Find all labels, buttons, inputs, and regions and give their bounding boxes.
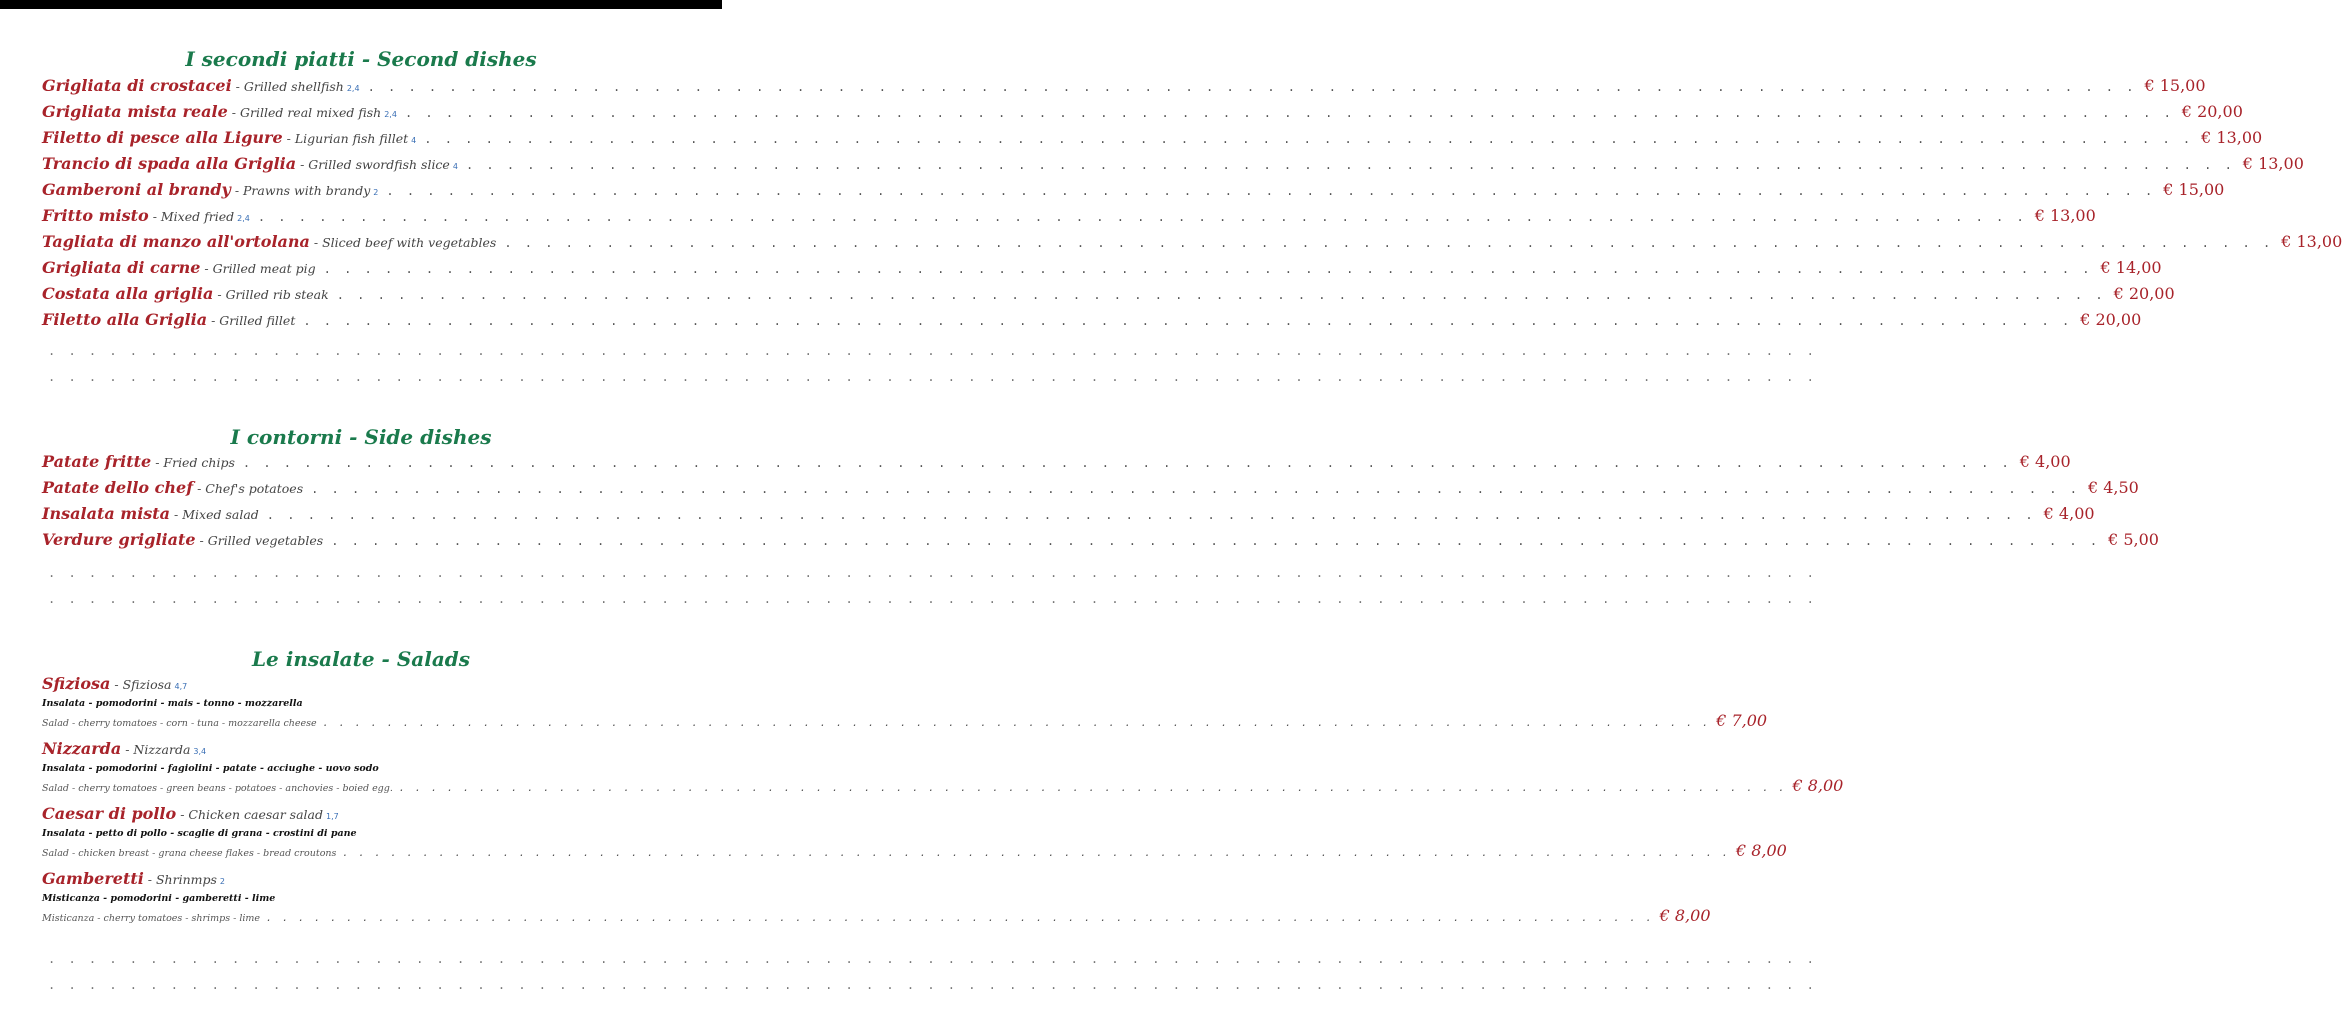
dish-name: Patate dello chef bbox=[42, 478, 194, 497]
menu-item bbox=[42, 180, 2225, 204]
menu-item bbox=[42, 76, 2206, 100]
salad-item bbox=[42, 869, 1711, 925]
price: € 15,00 bbox=[2144, 76, 2206, 95]
dot-leader: . . . . . . . . . . . . . . . . . . . . . . . . . . . . . . . . . . . . . . . . . . . . . . . . . . . . . . . . . . . . . . . . . . . . . . . . . . . . . . . . . . . . . . . bbox=[386, 184, 2156, 198]
salad-item bbox=[42, 804, 1787, 860]
dot-leader: . . . . . . . . . . . . . . . . . . . . . . . . . . . . . . . . . . . . . . . . . . . . . . . . . . . . . . . . . . . . . . . . . . . . . . . . . . . . . . . . . . . . . . . bbox=[336, 288, 2106, 302]
ingredients-english-row bbox=[42, 906, 1711, 925]
dish-translation: - Grilled meat pig bbox=[204, 261, 316, 276]
dish-translation: - Chef's potatoes bbox=[197, 481, 304, 496]
dish-translation: - Grilled swordfish slice bbox=[300, 157, 450, 172]
dish-name: Grigliata mista reale bbox=[42, 102, 228, 121]
dish-name: Filetto di pesce alla Ligure bbox=[42, 128, 283, 147]
menu-item bbox=[42, 258, 2162, 282]
price: € 8,00 bbox=[1792, 776, 1844, 795]
dish-name: Verdure grigliate bbox=[42, 530, 196, 549]
dot-leader: . . . . . . . . . . . . . . . . . . . . . . . . . . . . . . . . . . . . . . . . . . . . . . . . . . . . . . . . . . . . . . . . . . . . . . . . . . . . . . . . . . . . . . . bbox=[504, 236, 2274, 250]
price: € 20,00 bbox=[2181, 102, 2243, 121]
dot-leader: . . . . . . . . . . . . . . . . . . . . . . . . . . . . . . . . . . . . . . . . . . . . . . . . . . . . . . . . . . . . . . . . . . . . . . . . . . . . . . . . . . . . . . . bbox=[257, 210, 2027, 224]
blank-dotted-line: . . . . . . . . . . . . . . . . . . . . . . . . . . . . . . . . . . . . . . . . . . . . . . . . . . . . . . . . . . . . . . . . . . . . . . . . . . . . . . . . . . . . . . . bbox=[48, 566, 1817, 580]
allergen-codes: 4 bbox=[452, 162, 458, 171]
ingredients-english: Salad - cherry tomatoes - corn - tuna - mozzarella cheese bbox=[42, 718, 317, 729]
dish-name: Costata alla griglia bbox=[42, 284, 214, 303]
dish-name: Insalata mista bbox=[42, 504, 171, 523]
dot-leader: . . . . . . . . . . . . . . . . . . . . . . . . . . . . . . . . . . . . . . . . . . . . . . . . . . . . . . . . . . . . . . . . . . . . . . . . . . . . . . . . . . . . . . . bbox=[424, 132, 2194, 146]
dish-name: Sfiziosa bbox=[42, 674, 111, 693]
ingredients-italian: Misticanza - pomodorini - gamberetti - lime bbox=[42, 893, 276, 904]
menu-item bbox=[42, 154, 2304, 178]
dish-name: Filetto alla Griglia bbox=[42, 310, 208, 329]
blank-dotted-line: . . . . . . . . . . . . . . . . . . . . . . . . . . . . . . . . . . . . . . . . . . . . . . . . . . . . . . . . . . . . . . . . . . . . . . . . . . . . . . . . . . . . . . . bbox=[48, 978, 1817, 992]
menu-item bbox=[42, 504, 2095, 528]
dish-name: Fritto misto bbox=[42, 206, 149, 225]
blank-dotted-line: . . . . . . . . . . . . . . . . . . . . . . . . . . . . . . . . . . . . . . . . . . . . . . . . . . . . . . . . . . . . . . . . . . . . . . . . . . . . . . . . . . . . . . . bbox=[48, 592, 1817, 606]
dot-leader: . . . . . . . . . . . . . . . . . . . . . . . . . . . . . . . . . . . . . . . . . . . . . . . . . . . . . . . . . . . . . . . . . . . . . . . . . . . . . . . . . . . . . . . bbox=[266, 508, 2036, 522]
price: € 13,00 bbox=[2281, 232, 2342, 251]
dot-leader: . . . . . . . . . . . . . . . . . . . . . . . . . . . . . . . . . . . . . . . . . . . . . . . . . . . . . . . . . . . . . . . . . . . . . . . . . . . . . . . . . . . . . . . bbox=[311, 482, 2080, 496]
salad-header bbox=[42, 869, 684, 891]
allergen-codes: 1,7 bbox=[325, 812, 339, 821]
ingredients-english-row bbox=[42, 776, 1844, 795]
salad-item bbox=[42, 739, 1844, 795]
allergen-codes: 4,7 bbox=[174, 682, 188, 691]
price: € 13,00 bbox=[2201, 128, 2263, 147]
dish-name: Grigliata di carne bbox=[42, 258, 201, 277]
dish-name: Nizzarda bbox=[42, 739, 122, 758]
menu-item bbox=[42, 102, 2243, 126]
menu-item bbox=[42, 452, 2071, 476]
allergen-codes: 2,4 bbox=[237, 214, 250, 223]
menu-item bbox=[42, 530, 2159, 554]
salad-header bbox=[42, 739, 684, 761]
price: € 20,00 bbox=[2113, 284, 2175, 303]
dish-translation: - Mixed salad bbox=[174, 507, 259, 522]
dish-translation: - Grilled fillet bbox=[211, 313, 296, 328]
dish-name: Gamberoni al brandy bbox=[42, 180, 231, 199]
dish-name: Caesar di pollo bbox=[42, 804, 177, 823]
price: € 7,00 bbox=[1716, 711, 1768, 730]
dish-translation: - Grilled rib steak bbox=[217, 287, 329, 302]
price: € 20,00 bbox=[2080, 310, 2142, 329]
price: € 13,00 bbox=[2242, 154, 2304, 173]
price: € 15,00 bbox=[2163, 180, 2225, 199]
dish-translation: - Grilled shellfish bbox=[235, 79, 344, 94]
price: € 4,00 bbox=[2019, 452, 2071, 471]
dot-leader: . . . . . . . . . . . . . . . . . . . . . . . . . . . . . . . . . . . . . . . . . . . . . . . . . . . . . . . . . . . . . . . . . . . . . . . . . . . . . . . . . . . . . . . bbox=[323, 262, 2093, 276]
ingredients-english: Salad - cherry tomatoes - green beans - potatoes - anchovies - boied egg. bbox=[42, 783, 393, 794]
blank-dotted-line: . . . . . . . . . . . . . . . . . . . . . . . . . . . . . . . . . . . . . . . . . . . . . . . . . . . . . . . . . . . . . . . . . . . . . . . . . . . . . . . . . . . . . . . bbox=[48, 344, 1817, 358]
dot-leader: . . . . . . . . . . . . . . . . . . . . . . . . . . . . . . . . . . . . . . . . . . . . . . . . . . . . . . . . . . . . . . . . . . . . . . . . . . . . . . . . . . . . . . . bbox=[331, 534, 2101, 548]
salad-header bbox=[42, 674, 684, 696]
dish-translation: - Sfiziosa bbox=[114, 677, 172, 692]
blank-dotted-line: . . . . . . . . . . . . . . . . . . . . . . . . . . . . . . . . . . . . . . . . . . . . . . . . . . . . . . . . . . . . . . . . . . . . . . . . . . . . . . . . . . . . . . . bbox=[48, 370, 1817, 384]
allergen-codes: 2 bbox=[219, 877, 225, 886]
price: € 4,50 bbox=[2087, 478, 2139, 497]
dot-leader: . . . . . . . . . . . . . . . . . . . . . . . . . . . . . . . . . . . . . . . . . . . . . . . . . . . . . . . . . . . . . . . . . . . . . . . . . . . . . . . . . . . . . . . bbox=[322, 718, 1711, 729]
dish-translation: - Ligurian fish fillet bbox=[286, 131, 409, 146]
menu-item bbox=[42, 284, 2175, 308]
dish-translation: - Chicken caesar salad bbox=[180, 807, 323, 822]
blank-dotted-line: . . . . . . . . . . . . . . . . . . . . . . . . . . . . . . . . . . . . . . . . . . . . . . . . . . . . . . . . . . . . . . . . . . . . . . . . . . . . . . . . . . . . . . . bbox=[48, 952, 1817, 966]
menu-item bbox=[42, 232, 2342, 256]
dish-translation: - Fried chips bbox=[155, 455, 235, 470]
dish-name: Grigliata di crostacei bbox=[42, 76, 232, 95]
ingredients-english: Salad - chicken breast - grana cheese flakes - bread croutons bbox=[42, 848, 337, 859]
menu-item bbox=[42, 310, 2142, 334]
dot-leader: . . . . . . . . . . . . . . . . . . . . . . . . . . . . . . . . . . . . . . . . . . . . . . . . . . . . . . . . . . . . . . . . . . . . . . . . . . . . . . . . . . . . . . . bbox=[404, 106, 2174, 120]
menu-item bbox=[42, 206, 2096, 230]
dish-translation: - Nizzarda bbox=[125, 742, 191, 757]
salad-item bbox=[42, 674, 1768, 730]
ingredients-italian: Insalata - pomodorini - mais - tonno - mozzarella bbox=[42, 698, 303, 709]
salad-header bbox=[42, 804, 684, 826]
ingredients-italian: Insalata - petto di pollo - scaglie di grana - crostini di pane bbox=[42, 828, 357, 839]
ingredients-english-row bbox=[42, 841, 1787, 860]
section-title-secondi: I secondi piatti - Second dishes bbox=[185, 47, 537, 71]
allergen-codes: 2,4 bbox=[346, 84, 360, 93]
price: € 4,00 bbox=[2043, 504, 2095, 523]
allergen-codes: 3,4 bbox=[193, 747, 207, 756]
allergen-codes: 4 bbox=[411, 136, 417, 145]
menu-item bbox=[42, 478, 2139, 502]
dish-name: Gamberetti bbox=[42, 869, 144, 888]
ingredients-english-row bbox=[42, 711, 1768, 730]
top-bar bbox=[0, 0, 722, 9]
dish-name: Patate fritte bbox=[42, 452, 152, 471]
dot-leader: . . . . . . . . . . . . . . . . . . . . . . . . . . . . . . . . . . . . . . . . . . . . . . . . . . . . . . . . . . . . . . . . . . . . . . . . . . . . . . . . . . . . . . . bbox=[367, 80, 2137, 94]
dish-translation: - Grilled vegetables bbox=[199, 533, 324, 548]
section-title-insalate: Le insalate - Salads bbox=[251, 647, 471, 671]
ingredients-english: Misticanza - cherry tomatoes - shrimps - lime bbox=[42, 913, 261, 924]
price: € 14,00 bbox=[2100, 258, 2162, 277]
dot-leader: . . . . . . . . . . . . . . . . . . . . . . . . . . . . . . . . . . . . . . . . . . . . . . . . . . . . . . . . . . . . . . . . . . . . . . . . . . . . . . . . . . . . . . . bbox=[266, 913, 1654, 924]
dish-translation: - Mixed fried bbox=[152, 209, 235, 224]
dot-leader: . . . . . . . . . . . . . . . . . . . . . . . . . . . . . . . . . . . . . . . . . . . . . . . . . . . . . . . . . . . . . . . . . . . . . . . . . . . . . . . . . . . . . . . bbox=[465, 158, 2235, 172]
dish-translation: - Grilled real mixed fish bbox=[231, 105, 382, 120]
menu-item bbox=[42, 128, 2263, 152]
allergen-codes: 2,4 bbox=[384, 110, 397, 119]
dot-leader: . . . . . . . . . . . . . . . . . . . . . . . . . . . . . . . . . . . . . . . . . . . . . . . . . . . . . . . . . . . . . . . . . . . . . . . . . . . . . . . . . . . . . . . bbox=[398, 783, 1787, 794]
dish-name: Trancio di spada alla Griglia bbox=[42, 154, 297, 173]
dot-leader: . . . . . . . . . . . . . . . . . . . . . . . . . . . . . . . . . . . . . . . . . . . . . . . . . . . . . . . . . . . . . . . . . . . . . . . . . . . . . . . . . . . . . . . bbox=[242, 456, 2012, 470]
price: € 13,00 bbox=[2034, 206, 2096, 225]
dot-leader: . . . . . . . . . . . . . . . . . . . . . . . . . . . . . . . . . . . . . . . . . . . . . . . . . . . . . . . . . . . . . . . . . . . . . . . . . . . . . . . . . . . . . . . bbox=[303, 314, 2073, 328]
price: € 5,00 bbox=[2108, 530, 2159, 549]
price: € 8,00 bbox=[1735, 841, 1787, 860]
dish-translation: - Prawns with brandy bbox=[234, 183, 371, 198]
section-title-contorni: I contorni - Side dishes bbox=[230, 425, 492, 449]
dish-translation: - Sliced beef with vegetables bbox=[313, 235, 497, 250]
dish-name: Tagliata di manzo all'ortolana bbox=[42, 232, 310, 251]
price: € 8,00 bbox=[1659, 906, 1711, 925]
allergen-codes: 2 bbox=[373, 188, 379, 197]
dish-translation: - Shrinmps bbox=[147, 872, 217, 887]
ingredients-italian: Insalata - pomodorini - fagiolini - patate - acciughe - uovo sodo bbox=[42, 763, 379, 774]
dot-leader: . . . . . . . . . . . . . . . . . . . . . . . . . . . . . . . . . . . . . . . . . . . . . . . . . . . . . . . . . . . . . . . . . . . . . . . . . . . . . . . . . . . . . . . bbox=[342, 848, 1730, 859]
